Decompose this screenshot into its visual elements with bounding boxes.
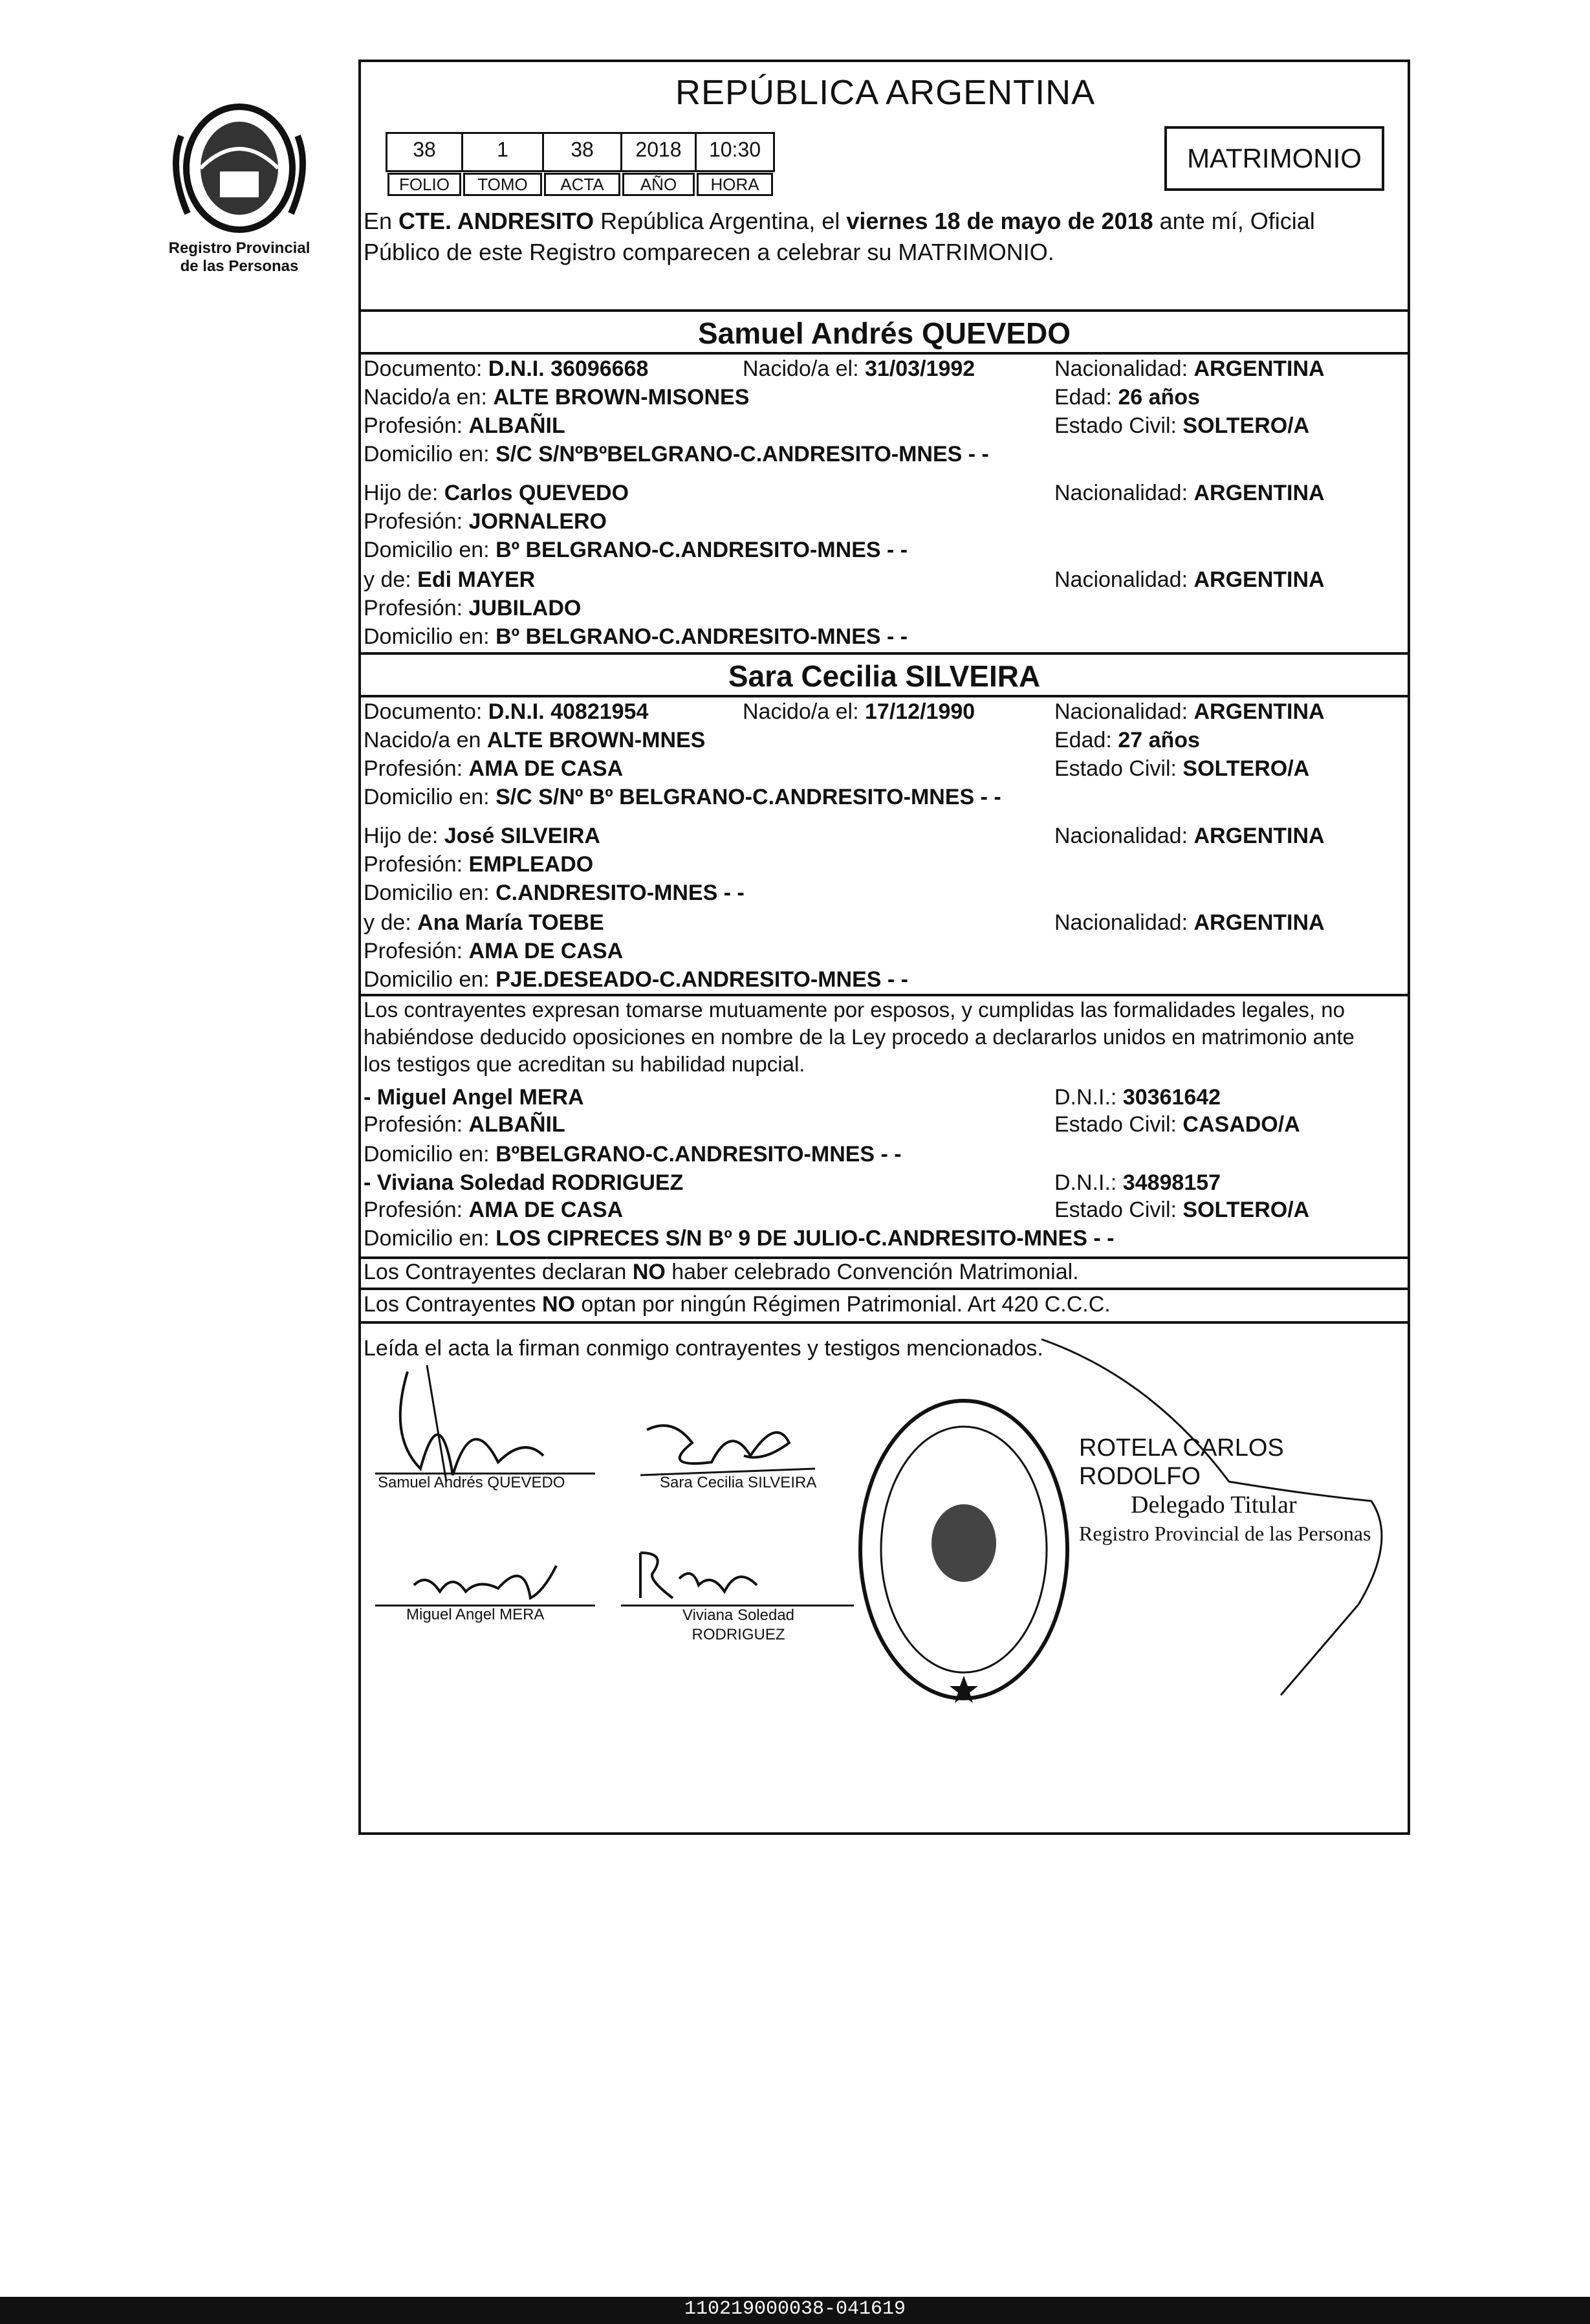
official-role: Delegado Titular — [1131, 1491, 1297, 1518]
signature-silveira — [634, 1404, 828, 1482]
legal-paragraph: Los contrayentes expresan tomarse mutuamente por esposos, y cumplidas las formalidades legales, no habiéndose deducido oposiciones en nombre de la Ley procedo a declararlos unidos en matrimonio ante los testigos que acreditan su habilidad nupcial. — [364, 998, 1355, 1076]
official-name: ROTELA CARLOS RODOLFO — [1079, 1434, 1284, 1490]
divider — [358, 652, 1410, 655]
signature-mera — [401, 1553, 569, 1611]
signature-rodriguez — [627, 1540, 796, 1611]
anio-cell: 2018 AÑO — [620, 132, 697, 172]
document-code: 110219000038-041619 — [684, 2298, 906, 2320]
document-header-title: REPÚBLICA ARGENTINA — [675, 73, 1096, 112]
closing-statement: Leída el acta la firman conmigo contrayentes y testigos mencionados. — [364, 1336, 1043, 1361]
divider — [358, 695, 1410, 697]
signature-label-mera: Miguel Angel MERA — [406, 1606, 545, 1623]
tomo-cell: 1 TOMO — [461, 132, 544, 172]
hora-cell: 10:30 HORA — [695, 132, 775, 172]
intro-paragraph: En CTE. ANDRESITO República Argentina, el viernes 18 de mayo de 2018 ante mí, Oficial Público de este Registro comparecen a celebrar su MATRIMONIO. — [364, 208, 1315, 265]
document-type-box: MATRIMONIO — [1164, 126, 1384, 191]
signature-label-rodriguez: Viviana Soledad RODRIGUEZ — [682, 1606, 795, 1643]
convention-statements: Los Contrayentes declaran NO haber celebrado Convención Matrimonial. — [364, 1260, 1079, 1284]
signature-quevedo — [382, 1359, 602, 1488]
divider — [358, 1288, 1410, 1290]
spouse2-details: Documento: D.N.I. 40821954 Nacido/a el: 17/12/1990 Nacionalidad: ARGENTINA Nacido/a en ALTE BROWN-MNES Edad: 27 años Profesión: AMA DE CASA Estado Civil: SOLTERO/A Domicilio en: S/C S/Nº Bº BELGRANO-C.ANDRESITO-MNES - - Hijo de: José SILVEIRA Nacionalidad: ARGENTINA Profesión: EMPLEADO Domicilio en: C.ANDRESITO-MNES - - y de: Ana María TOEBE Nacionalidad: ARGENTINA Profesión: AMA DE CASA Domicilio en: PJE.DESEADO-C.ANDRESITO-MNES - - — [364, 699, 1325, 992]
signature-label-silveira: Sara Cecilia SILVEIRA — [660, 1474, 817, 1491]
divider — [358, 352, 1410, 355]
acta-cell: 38 ACTA — [542, 132, 622, 172]
witnesses: - Miguel Angel MERA D.N.I.: 30361642 Profesión: ALBAÑIL Estado Civil: CASADO/A Domicilio en: BºBELGRANO-C.ANDRESITO-MNES - - - Viviana Soledad RODRIGUEZ D.N.I.: 34898157 Profesión: AMA DE CASA Estado Civil: SOLTERO/A Domicilio en: LOS CIPRECES S/N Bº 9 DE JULIO-C.ANDRESITO-MNES - - — [364, 1085, 1310, 1251]
spouse1-details: Documento: D.N.I. 36096668 Nacido/a el: 31/03/1992 Nacionalidad: ARGENTINA Nacido/a en: ALTE BROWN-MISONES Edad: 26 años Profesión: ALBAÑIL Estado Civil: SOLTERO/A Domicilio en: S/C S/NºBºBELGRANO-C.ANDRESITO-MNES - - Hijo de: Carlos QUEVEDO Nacionalidad: ARGENTINA Profesión: JORNALERO Domicilio en: Bº BELGRANO-C.ANDRESITO-MNES - - y de: Edi MAYER Nacionalidad: ARGENTINA Profesión: JUBILADO Domicilio en: Bº BELGRANO-C.ANDRESITO-MNES - - — [364, 356, 1325, 649]
spouse1-name-heading: Samuel Andrés QUEVEDO — [697, 316, 1071, 350]
regime-statement: Los Contrayentes NO optan por ningún Régimen Patrimonial. Art 420 C.C.C. — [364, 1292, 1111, 1317]
signature-label-quevedo: Samuel Andrés QUEVEDO — [378, 1474, 565, 1491]
divider — [358, 309, 1410, 312]
footer-bar — [0, 2297, 1590, 2324]
official-office: Registro Provincial de las Personas — [1079, 1522, 1371, 1545]
province-seal-caption: Registro Provincial de las Personas — [168, 239, 310, 275]
divider — [358, 1321, 1410, 1324]
folio-cell: 38 FOLIO — [386, 132, 463, 172]
official-signature-flourish — [1035, 1326, 1397, 1702]
spouse2-name-heading: Sara Cecilia SILVEIRA — [728, 659, 1041, 693]
province-seal-logo — [162, 91, 317, 246]
